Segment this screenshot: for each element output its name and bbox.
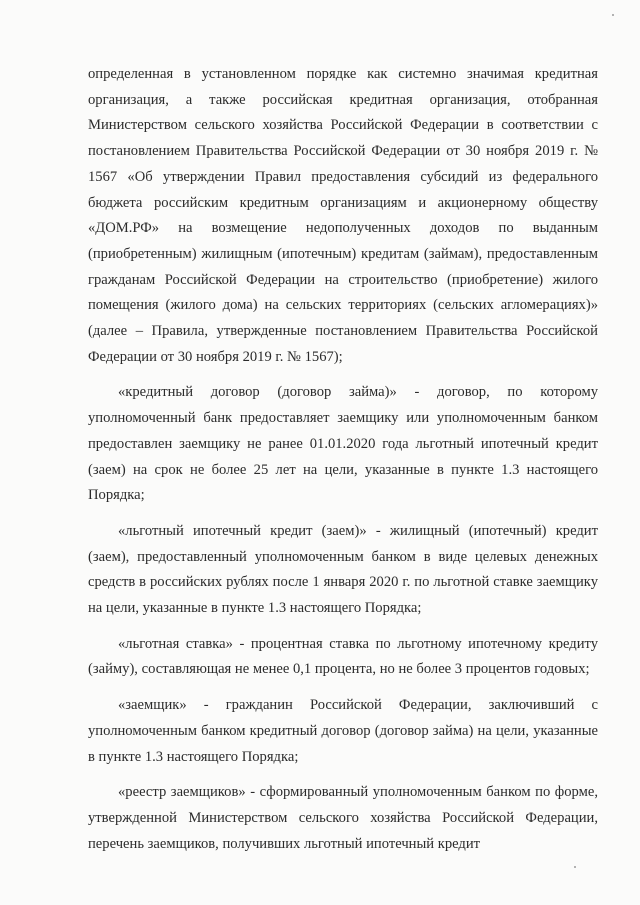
- scan-speck: [574, 866, 576, 868]
- document-body: [88, 62, 598, 867]
- paragraph-borrower: «заемщик» - гражданин Российской Федерации, заключивший с уполномоченным банком кредитный договор (договор займа) на цели, указанные в пункте 1.3 настоящего Порядка;: [88, 697, 598, 765]
- scan-speck: [612, 14, 614, 16]
- paragraph-preferential-rate: «льготная ставка» - процентная ставка по льготному ипотечному кредиту (займу), составляющая не менее 0,1 процента, но не более 3 процентов годовых;: [88, 635, 598, 678]
- paragraph-credit-agreement: «кредитный договор (договор займа)» - договор, по которому уполномоченный банк предоставляет заемщику или уполномоченным банком предоставлен заемщику не ранее 01.01.2020 года льготный ипотечный кредит (заем) на срок не более 25 лет на цели, указанные в пункте 1.3 настоящего Порядка;: [88, 384, 598, 504]
- paragraph-borrower-register: «реестр заемщиков» - сформированный уполномоченным банком по форме, утвержденной Министерством сельского хозяйства Российской Федерации, перечень заемщиков, получивших льготный ипотечный кредит: [88, 784, 598, 852]
- paragraph-continuation: определенная в установленном порядке как системно значимая кредитная организация, а также российская кредитная организация, отобранная Министерством сельского хозяйства Российской Федерации в соответствии с постановлением Правительства Российской Федерации от 30 ноября 2019 г. № 1567 «Об утверждении Правил предоставления субсидий из федерального бюджета российским кредитным организациям и акционерному обществу «ДОМ.РФ» на возмещение недополученных доходов по выданным (приобретенным) жилищным (ипотечным) кредитам (займам), предоставленным гражданам Российской Федерации на строительство (приобретение) жилого помещения (жилого дома) на сельских территориях (сельских агломерациях)» (далее – Правила, утвержденные постановлением Правительства Российской Федерации от 30 ноября 2019 г. № 1567);: [88, 66, 598, 365]
- paragraph-preferential-mortgage: «льготный ипотечный кредит (заем)» - жилищный (ипотечный) кредит (заем), предоставленный уполномоченным банком в виде целевых денежных средств в российских рублях после 1 января 2020 г. по льготной ставке заемщику на цели, указанные в пункте 1.3 настоящего Порядка;: [88, 522, 598, 617]
